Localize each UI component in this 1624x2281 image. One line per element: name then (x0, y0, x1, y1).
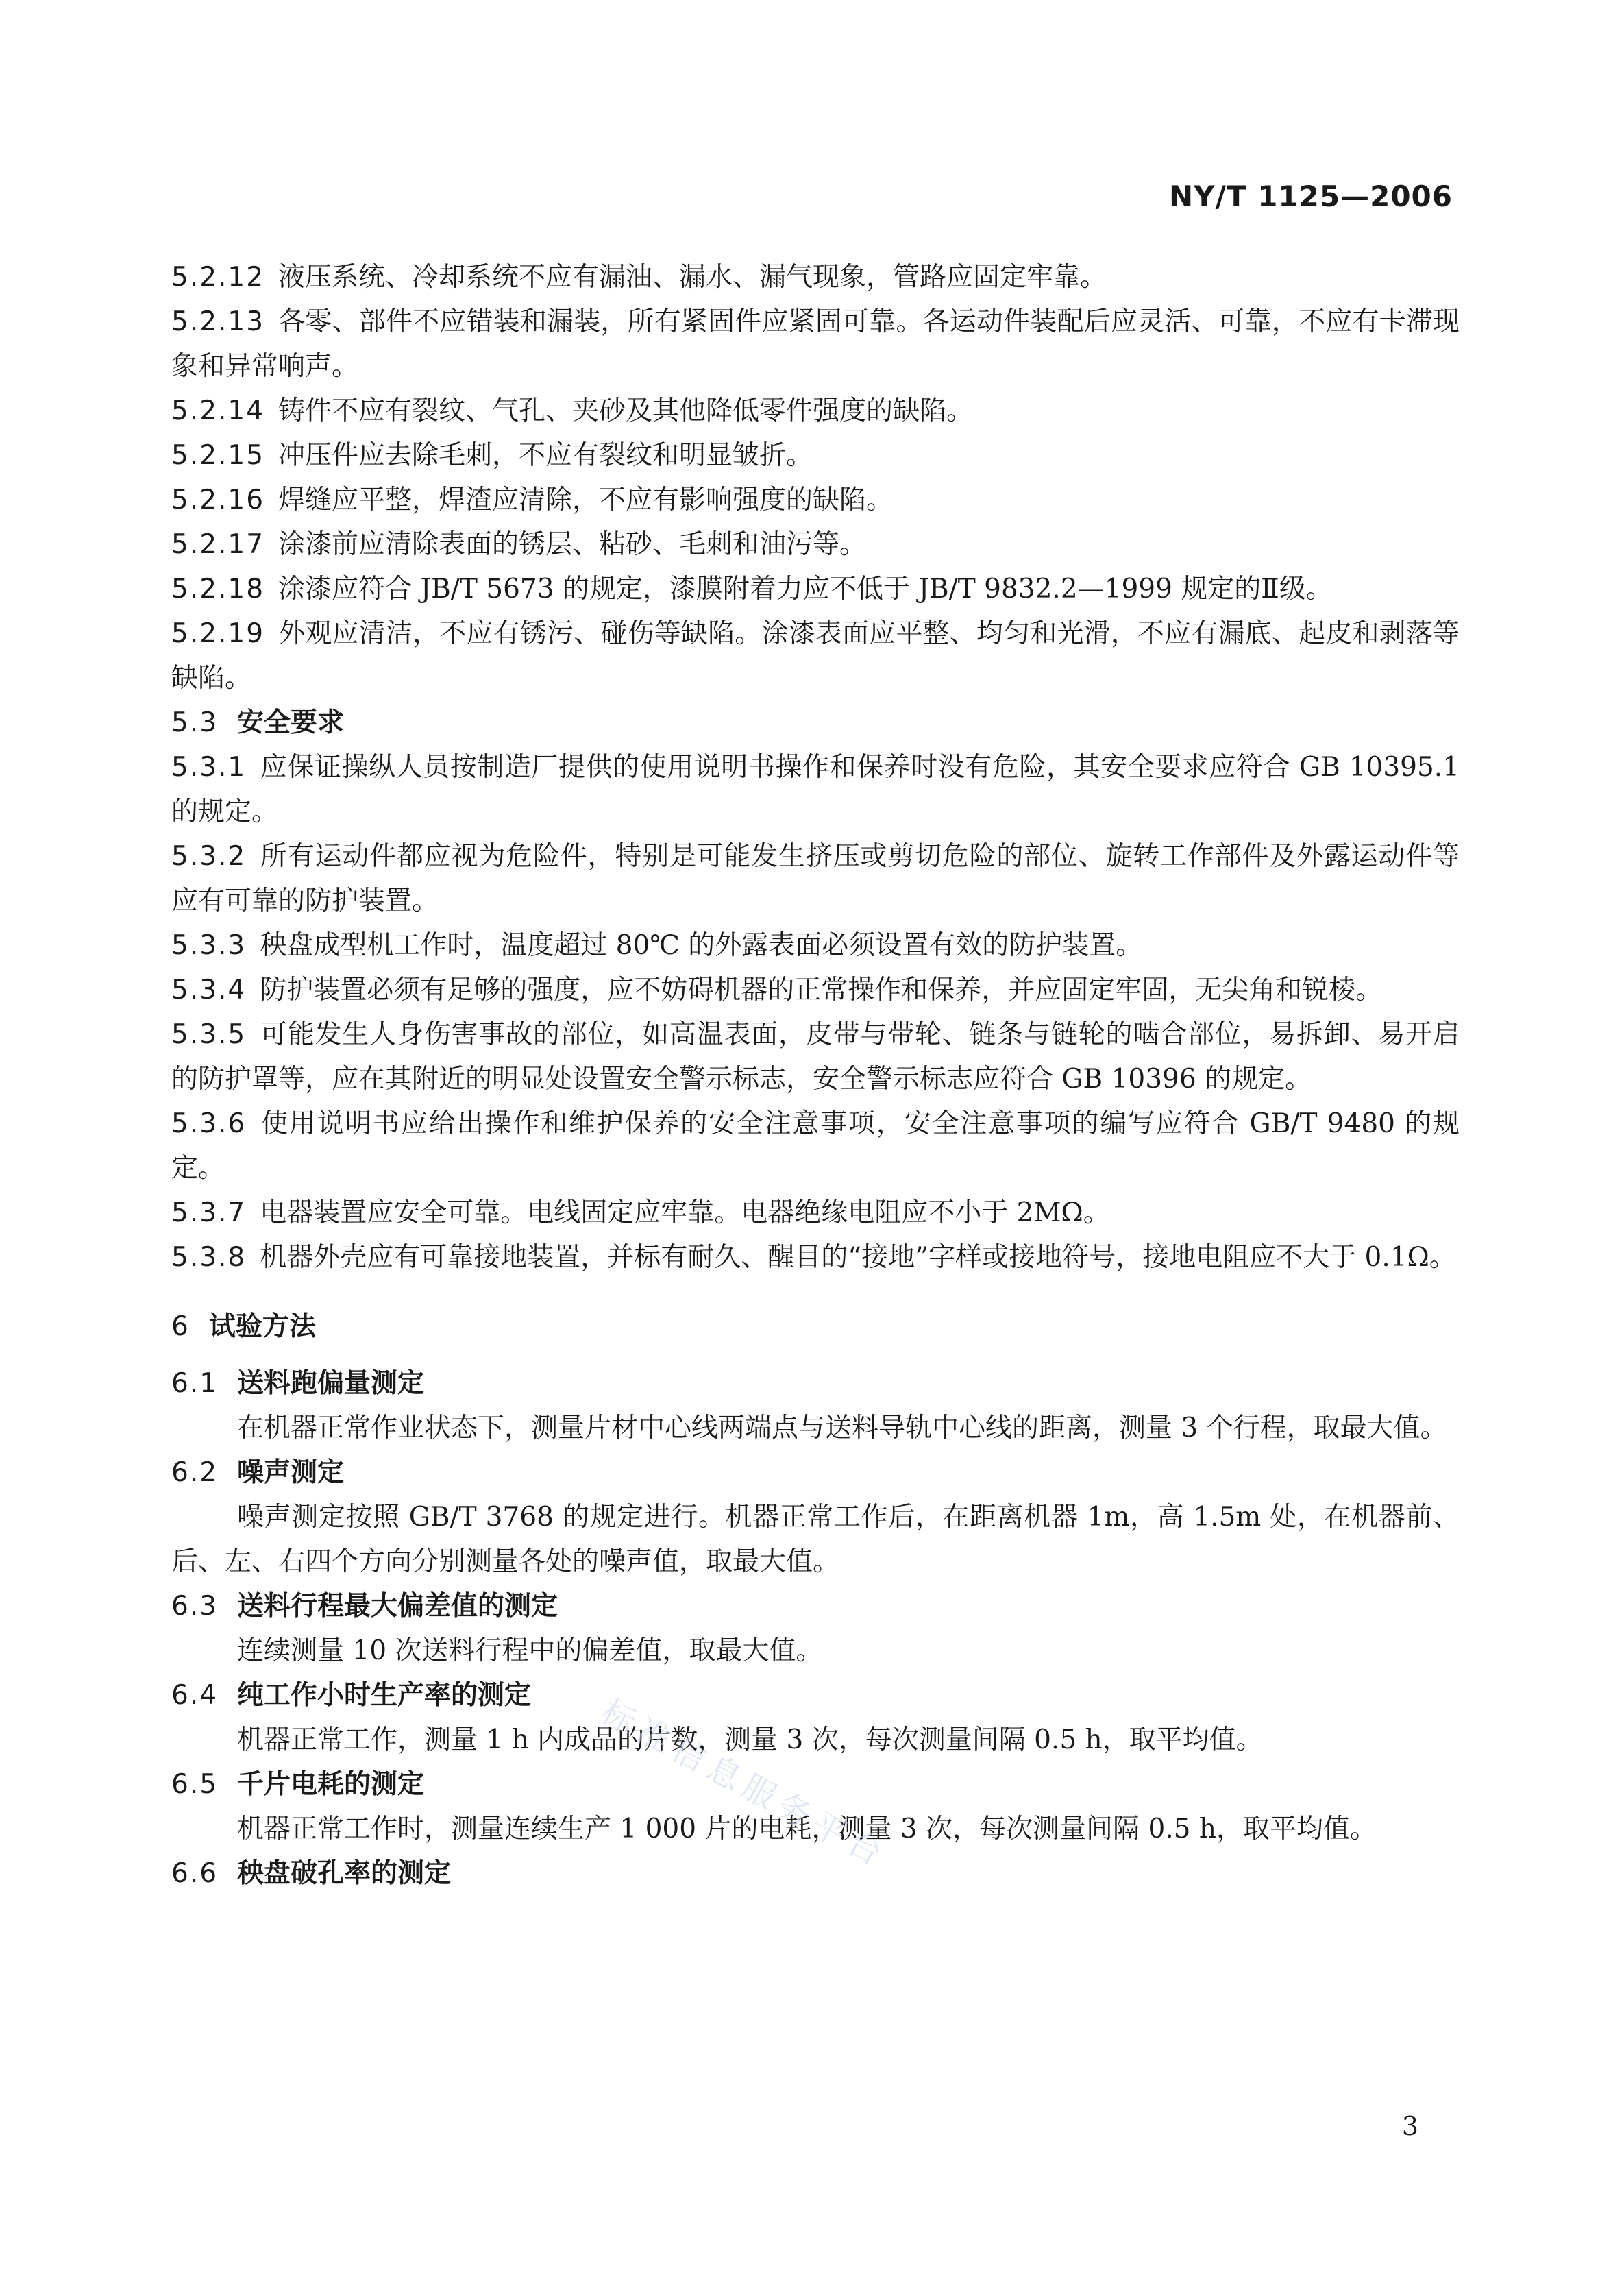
clause-text: 涂漆应符合 JB/T 5673 的规定，漆膜附着力应不低于 JB/T 9832.2—1999 规定的Ⅱ级。 (278, 574, 1333, 605)
clause-text: 涂漆前应清除表面的锈层、粘砂、毛刺和油污等。 (278, 529, 867, 560)
section-title: 送料跑偏量测定 (237, 1367, 425, 1399)
section-number: 6 (171, 1311, 190, 1342)
section-heading-6-5 (171, 1762, 1460, 1807)
clause-5-2-18 (171, 567, 1460, 611)
clause-text: 使用说明书应给出操作和维护保养的安全注意事项，安全注意事项的编写应符合 GB/T 9480 的规定。 (171, 1108, 1460, 1184)
section-title: 秧盘破孔率的测定 (237, 1857, 452, 1889)
section-heading-6-3 (171, 1584, 1460, 1629)
clause-5-2-14 (171, 389, 1460, 433)
section-heading-5-3 (171, 700, 1460, 745)
section-number: 6.6 (171, 1858, 219, 1889)
section-number: 6.4 (171, 1680, 219, 1711)
clause-text: 可能发生人身伤害事故的部位，如高温表面，皮带与带轮、链条与链轮的啮合部位，易拆卸、易开启的防护罩等，应在其附近的明显处设置安全警示标志，安全警示标志应符合 GB 10396 的规定。 (171, 1019, 1460, 1095)
clause-number: 5.3.5 (171, 1019, 247, 1050)
clause-5-2-15 (171, 433, 1460, 478)
clause-number: 5.2.18 (171, 574, 265, 605)
section-number: 6.5 (171, 1769, 219, 1800)
clause-number: 5.3.7 (171, 1197, 247, 1228)
section-heading-6-2 (171, 1450, 1460, 1495)
clause-5-3-1 (171, 745, 1460, 834)
section-title: 送料行程最大偏差值的测定 (237, 1590, 558, 1622)
paragraph-6-5-body: 机器正常工作时，测量连续生产 1 000 片的电耗，测量 3 次，每次测量间隔 0.5 h，取平均值。 (237, 1814, 1377, 1844)
clause-number: 5.3.4 (171, 975, 247, 1005)
section-title: 纯工作小时生产率的测定 (237, 1679, 532, 1711)
clause-number: 5.2.19 (171, 618, 265, 649)
section-title: 试验方法 (208, 1310, 316, 1342)
clause-text: 机器外壳应有可靠接地装置，并标有耐久、醒目的“接地”字样或接地符号，接地电阻应不大于 0.1Ω。 (260, 1242, 1456, 1273)
clause-5-2-19 (171, 611, 1460, 700)
clause-5-3-6 (171, 1101, 1460, 1191)
clause-text: 防护装置必须有足够的强度，应不妨碍机器的正常操作和保养，并应固定牢固，无尖角和锐棱。 (260, 975, 1383, 1005)
clause-5-3-4 (171, 968, 1460, 1012)
clause-text: 铸件不应有裂纹、气孔、夹砂及其他降低零件强度的缺陷。 (278, 395, 974, 426)
clause-5-3-8 (171, 1235, 1460, 1280)
clause-5-2-16 (171, 478, 1460, 522)
clause-text: 冲压件应去除毛刺，不应有裂纹和明显皱折。 (278, 440, 813, 471)
document-body (171, 255, 1460, 1896)
section-number: 6.2 (171, 1457, 219, 1488)
clause-text: 所有运动件都应视为危险件，特别是可能发生挤压或剪切危险的部位、旋转工作部件及外露运动件等应有可靠的防护装置。 (171, 841, 1460, 916)
clause-number: 5.3.8 (171, 1242, 247, 1273)
clause-number: 5.2.16 (171, 485, 265, 515)
clause-number: 5.3.6 (171, 1108, 247, 1139)
clause-text: 液压系统、冷却系统不应有漏油、漏水、漏气现象，管路应固定牢靠。 (278, 262, 1107, 293)
clause-number: 5.3.1 (171, 752, 247, 783)
section-heading-6-1 (171, 1361, 1460, 1406)
section-heading-6-4 (171, 1673, 1460, 1718)
clause-5-2-12 (171, 255, 1460, 300)
clause-text: 秧盘成型机工作时，温度超过 80℃ 的外露表面必须设置有效的防护装置。 (260, 930, 1143, 961)
clause-number: 5.3.3 (171, 930, 247, 961)
section-title: 安全要求 (237, 707, 345, 738)
clause-5-3-5 (171, 1012, 1460, 1101)
section-title: 千片电耗的测定 (237, 1768, 425, 1800)
clause-text: 焊缝应平整，焊渣应清除，不应有影响强度的缺陷。 (278, 485, 894, 515)
clause-5-3-3 (171, 923, 1460, 968)
clause-text: 电器装置应安全可靠。电线固定应牢靠。电器绝缘电阻应不小于 2MΩ。 (260, 1197, 1110, 1228)
clause-5-3-7 (171, 1191, 1460, 1235)
paragraph-6-4-body: 机器正常工作，测量 1 h 内成品的片数，测量 3 次，每次测量间隔 0.5 h，取平均值。 (237, 1724, 1263, 1755)
clause-number: 5.2.17 (171, 529, 265, 560)
section-heading-6-6 (171, 1851, 1460, 1896)
section-number: 6.1 (171, 1368, 219, 1399)
clause-text: 各零、部件不应错装和漏装，所有紧固件应紧固可靠。各运动件装配后应灵活、可靠，不应有卡滞现象和异常响声。 (171, 306, 1460, 382)
paragraph-6-3-body: 连续测量 10 次送料行程中的偏差值，取最大值。 (237, 1635, 823, 1666)
page-number: 3 (1401, 2111, 1418, 2141)
section-number: 6.3 (171, 1591, 219, 1622)
paragraph-6-2-body: 噪声测定按照 GB/T 3768 的规定进行。机器正常工作后，在距离机器 1m，高 1.5m 处，在机器前、后、左、右四个方向分别测量各处的噪声值，取最大值。 (171, 1502, 1460, 1577)
clause-5-2-13 (171, 300, 1460, 389)
clause-text: 外观应清洁，不应有锈污、碰伤等缺陷。涂漆表面应平整、均匀和光滑，不应有漏底、起皮和剥落等缺陷。 (171, 618, 1460, 694)
clause-number: 5.2.14 (171, 395, 265, 426)
clause-number: 5.2.13 (171, 306, 265, 337)
section-number: 5.3 (171, 707, 219, 738)
clause-number: 5.2.15 (171, 440, 265, 471)
watermark-text: 标准信息服务平台 (595, 1692, 894, 1876)
section-title: 噪声测定 (237, 1456, 345, 1488)
clause-number: 5.2.12 (171, 262, 265, 293)
clause-5-2-17 (171, 522, 1460, 567)
clause-number: 5.3.2 (171, 841, 247, 872)
document-code: NY/T 1125—2006 (1169, 180, 1453, 213)
clause-text: 应保证操纵人员按制造厂提供的使用说明书操作和保养时没有危险，其安全要求应符合 GB 10395.1 的规定。 (171, 752, 1460, 827)
paragraph-6-1-body: 在机器正常作业状态下，测量片材中心线两端点与送料导轨中心线的距离，测量 3 个行程，取最大值。 (237, 1413, 1447, 1443)
clause-5-3-2 (171, 834, 1460, 923)
section-heading-6 (171, 1304, 1460, 1349)
